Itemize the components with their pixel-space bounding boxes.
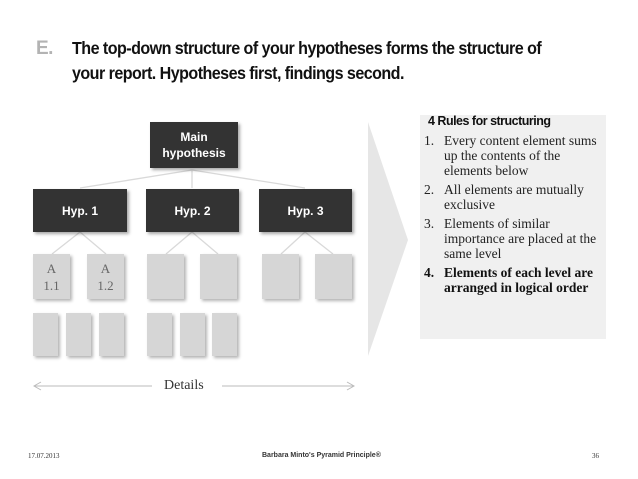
sub-box-a11-line2: 1.1 — [43, 277, 60, 293]
rule-text: Elements of similar importance are placed at the same level — [444, 216, 597, 261]
sub-box-a12 — [87, 254, 124, 299]
rules-list — [424, 133, 604, 299]
hypothesis-2-box — [146, 189, 239, 232]
sub-box — [147, 254, 184, 299]
hypothesis-3-box — [259, 189, 352, 232]
main-hypothesis-box — [150, 122, 238, 168]
rule-number: 2. — [424, 182, 435, 197]
hypothesis-3-label: Hyp. 3 — [287, 203, 324, 218]
page-number: 36 — [592, 452, 599, 460]
rule-item-4 — [424, 265, 604, 295]
sub-box — [262, 254, 299, 299]
detail-box — [147, 313, 172, 356]
rule-number: 4. — [424, 265, 435, 280]
section-letter: E. — [36, 38, 53, 59]
main-hypothesis-label: Main hypothesis — [162, 130, 226, 160]
sub-box-a12-line2: 1.2 — [97, 277, 114, 293]
sub-box-a11 — [33, 254, 70, 299]
footer-date: 17.07.2013 — [28, 452, 60, 460]
detail-box — [33, 313, 58, 356]
detail-box — [99, 313, 124, 356]
rule-item-3 — [424, 216, 604, 261]
slide-title: The top-down structure of your hypotheses forms the structure of your report. Hypotheses first, findings second. — [72, 38, 542, 83]
hypothesis-1-box — [33, 189, 127, 232]
rule-number: 1. — [424, 133, 435, 148]
sub-box — [315, 254, 352, 299]
chevron-arrow-shape — [368, 122, 408, 356]
rule-text: All elements are mutually exclusive — [444, 182, 584, 212]
detail-box — [180, 313, 205, 356]
hypothesis-1-label: Hyp. 1 — [61, 203, 98, 218]
hypothesis-2-label: Hyp. 2 — [174, 203, 211, 218]
rule-item-1 — [424, 133, 604, 178]
rule-text: Elements of each level are arranged in logical order — [444, 265, 593, 295]
detail-box — [212, 313, 237, 356]
details-label: Details — [164, 378, 204, 393]
rules-title: 4 Rules for structuring — [428, 114, 551, 128]
rule-number: 3. — [424, 216, 435, 231]
sub-box-a11-line1: A — [46, 260, 57, 276]
detail-box — [66, 313, 91, 356]
footer-source: Barbara Minto's Pyramid Principle® — [262, 452, 381, 459]
rule-text: Every content element sums up the contents of the elements below — [444, 133, 597, 178]
sub-box-a12-line1: A — [100, 260, 111, 276]
rule-item-2 — [424, 182, 604, 212]
sub-box — [200, 254, 237, 299]
